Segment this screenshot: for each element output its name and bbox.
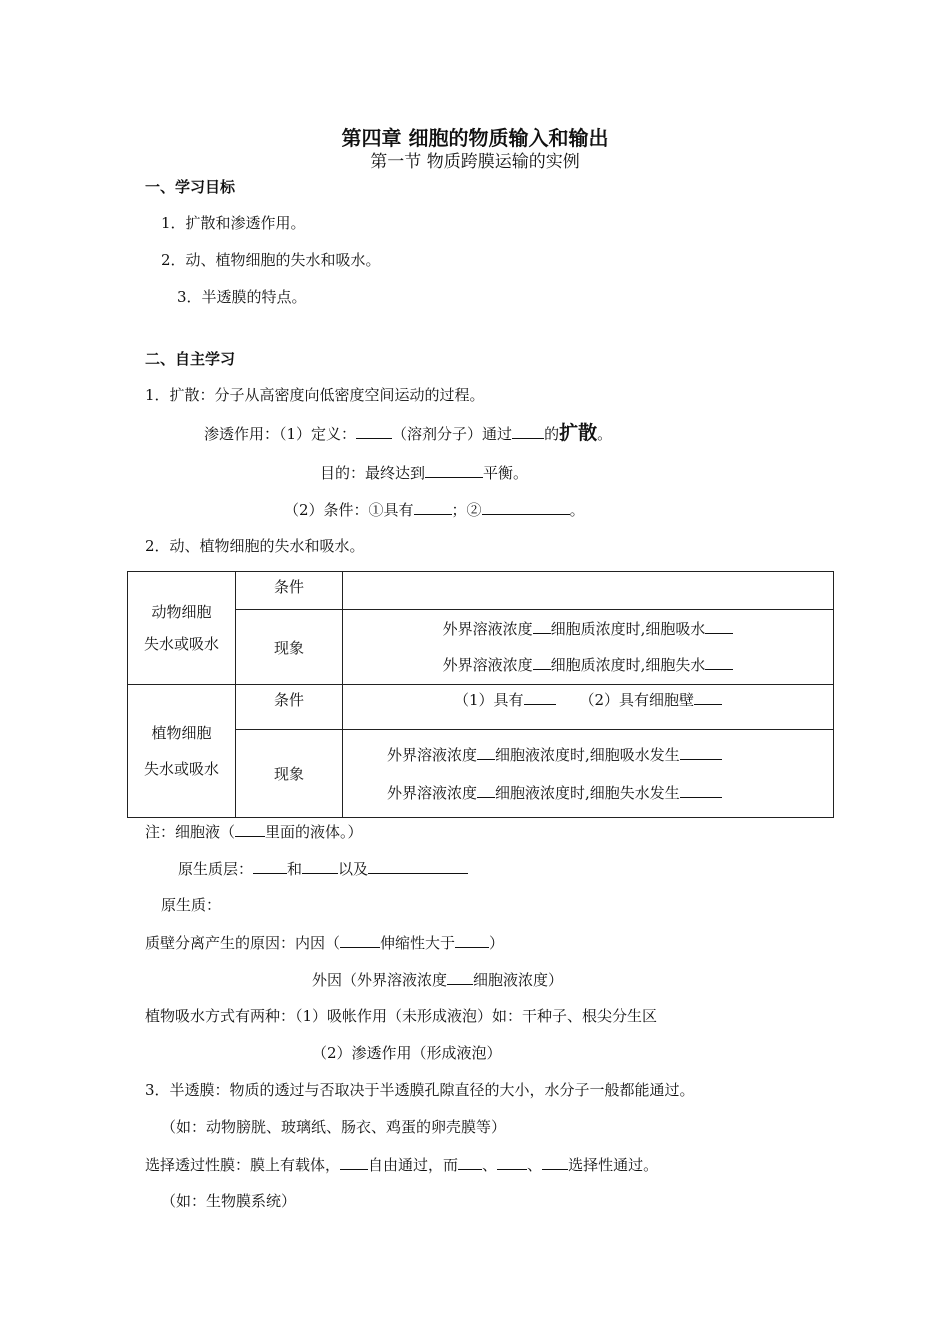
page-title: 第四章 细胞的物质输入和输出: [341, 126, 609, 150]
blank[interactable]: [524, 690, 556, 705]
goal-item-3: 3．半透膜的特点。: [177, 288, 307, 306]
blank[interactable]: [694, 690, 722, 705]
selective-membrane: 选择透过性膜：膜上有载体， 自由通过，而 、 、 选择性通过。: [145, 1156, 659, 1174]
animal-condition-label: 条件: [236, 572, 343, 610]
cell-water-heading: 2．动、植物细胞的失水和吸水。: [145, 537, 365, 555]
blank[interactable]: [477, 745, 495, 760]
blank[interactable]: [340, 1155, 368, 1170]
section2-heading: 二、自主学习: [145, 350, 236, 368]
blank[interactable]: [356, 424, 392, 439]
osmosis-conditions: （2）条件：①具有 ；② 。: [284, 501, 585, 519]
goal-item-2: 2．动、植物细胞的失水和吸水。: [161, 251, 381, 269]
note-cell-sap: 注：细胞液（ 里面的液体。）: [145, 823, 363, 841]
animal-phenomenon-label: 现象: [236, 610, 343, 685]
blank[interactable]: [512, 424, 544, 439]
absorption-method-1: 植物吸水方式有两种：（1）吸帐作用（未形成液泡）如：干种子、根尖分生区: [145, 1007, 658, 1025]
blank[interactable]: [680, 783, 722, 798]
blank[interactable]: [542, 1155, 568, 1170]
osmosis-purpose: 目的：最终达到 平衡。: [320, 464, 529, 482]
blank[interactable]: [235, 822, 265, 837]
blank[interactable]: [425, 463, 483, 478]
blank[interactable]: [680, 745, 722, 760]
blank[interactable]: [477, 783, 495, 798]
plasmolysis-internal: 质壁分离产生的原因：内因（ 伸缩性大于 ）: [145, 934, 505, 952]
plant-condition-cell: （1）具有 （2）具有细胞壁: [343, 685, 834, 730]
plant-condition-label: 条件: [236, 685, 343, 730]
blank[interactable]: [705, 619, 733, 634]
plant-phenomenon-cell: 外界溶液浓度 细胞液浓度时,细胞吸水发生 外界溶液浓度 细胞液浓度时,细胞失水发生: [343, 730, 834, 818]
selective-examples: （如：生物膜系统）: [161, 1192, 297, 1210]
blank[interactable]: [705, 655, 733, 670]
semipermeable-membrane: 3．半透膜：物质的透过与否取决于半透膜孔隙直径的大小，水分子一般都能通过。: [145, 1081, 695, 1099]
section1-heading: 一、学习目标: [145, 178, 236, 196]
blank[interactable]: [340, 933, 380, 948]
blank[interactable]: [455, 933, 489, 948]
blank[interactable]: [447, 970, 473, 985]
blank[interactable]: [482, 500, 570, 515]
diffusion-definition: 1．扩散：分子从高密度向低密度空间运动的过程。: [145, 386, 485, 404]
blank[interactable]: [253, 859, 287, 874]
blank[interactable]: [414, 500, 452, 515]
animal-condition-cell[interactable]: [343, 572, 834, 610]
blank[interactable]: [368, 859, 468, 874]
blank[interactable]: [533, 619, 551, 634]
goal-item-1: 1．扩散和渗透作用。: [161, 214, 306, 232]
animal-phenomenon-cell: 外界溶液浓度 细胞质浓度时,细胞吸水 外界溶液浓度 细胞质浓度时,细胞失水: [343, 610, 834, 685]
cell-water-table: [127, 571, 834, 818]
absorption-method-2: （2）渗透作用（形成液泡）: [312, 1044, 502, 1062]
protoplasm: 原生质：: [161, 896, 222, 914]
plant-cell-label: 植物细胞 失水或吸水: [128, 685, 236, 818]
blank[interactable]: [302, 859, 338, 874]
plasmolysis-external: 外因（外界溶液浓度 细胞液浓度）: [312, 971, 564, 989]
plant-phenomenon-label: 现象: [236, 730, 343, 818]
page-subtitle: 第一节 物质跨膜运输的实例: [370, 152, 580, 172]
blank[interactable]: [497, 1155, 527, 1170]
protoplasm-layer: 原生质层： 和 以及: [178, 859, 468, 878]
blank[interactable]: [533, 655, 551, 670]
osmosis-definition: 渗透作用：（1）定义： （溶剂分子）通过 的扩散。: [204, 422, 613, 444]
semipermeable-examples: （如：动物膀胱、玻璃纸、肠衣、鸡蛋的卵壳膜等）: [161, 1118, 507, 1136]
animal-cell-label: 动物细胞 失水或吸水: [128, 572, 236, 685]
blank[interactable]: [458, 1155, 482, 1170]
